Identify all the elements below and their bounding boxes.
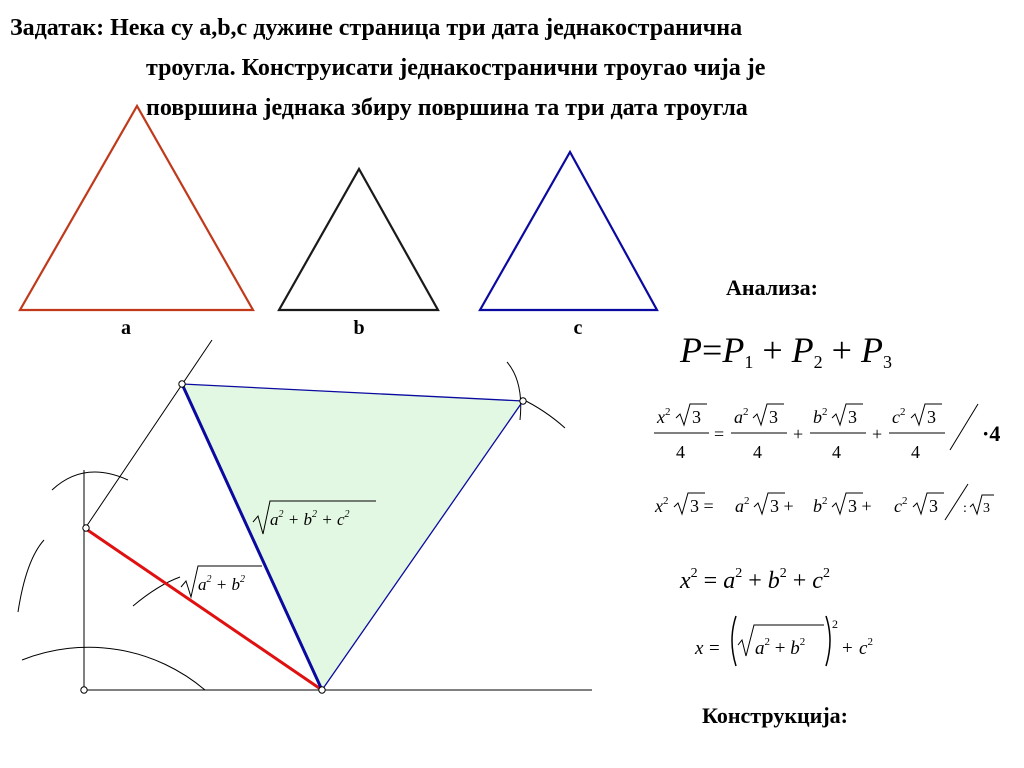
svg-text:3: 3: [692, 407, 701, 427]
svg-text:+: +: [872, 424, 883, 444]
svg-text:x: x: [695, 638, 704, 659]
svg-text:4: 4: [911, 442, 920, 462]
svg-text::: :: [963, 501, 967, 516]
construction-heading: Конструкција:: [702, 703, 848, 728]
svg-text:+: +: [793, 424, 804, 444]
svg-text:a2: $a^2$: [734, 406, 749, 427]
multiplier-label: ·4: [982, 421, 1001, 446]
auxiliary-line: [86, 340, 212, 527]
svg-text:4: 4: [753, 442, 762, 462]
svg-text:a2 + b2: $a^2 + b^2$: [198, 574, 245, 594]
svg-text:x2: $x^2$: [655, 495, 669, 516]
arc-large: [22, 647, 205, 690]
equation-x-construction: [694, 616, 873, 666]
svg-text:4: 4: [832, 442, 841, 462]
triangle-c: [480, 152, 657, 310]
analysis-heading: Анализа:: [726, 275, 818, 300]
svg-text:c2: $c^2$: [892, 406, 906, 427]
svg-text:3 =: 3 =: [690, 496, 714, 516]
triangle-a: [20, 106, 253, 310]
equation-sqrt3-form: [654, 484, 994, 520]
svg-text:c2: $c^2$: [894, 495, 908, 516]
triangle-b: [279, 169, 438, 310]
task-line-3: површина једнака збиру површина та три дата троугла: [146, 95, 748, 121]
svg-text:P=P1 + P2 + P3: P=P1 + P2 + P3: [680, 330, 892, 372]
svg-text:3 +: 3 +: [848, 496, 872, 516]
equation-fractions: [654, 404, 978, 462]
svg-text:a2: $a^2$: [735, 495, 750, 516]
svg-text:b2: $b^2$: [813, 495, 828, 516]
svg-text:3 +: 3 +: [770, 496, 794, 516]
equation-squares: [679, 566, 830, 594]
result-triangle-fill: [182, 384, 523, 690]
svg-text:x2 = a2 + b2 + c2: $x^2 = a^2 + b^2 + c^2$: [680, 566, 830, 594]
point-bottom: [319, 687, 325, 693]
task-line-1: Задатак: Нека су a,b,c дужине страница три дата једнакостранична: [10, 15, 743, 41]
point-top-right: [520, 398, 526, 404]
svg-text:=: =: [714, 424, 725, 444]
svg-text:3: 3: [769, 407, 778, 427]
svg-text:3: 3: [848, 407, 857, 427]
svg-text:x2: $x^2$: [657, 406, 671, 427]
arc-ab-label-mark: [133, 577, 180, 606]
svg-text:4: 4: [676, 442, 685, 462]
svg-text:3: 3: [929, 496, 938, 516]
svg-text:a2 + b2: $a^2 + b^2$: [755, 636, 806, 659]
point-perp: [83, 525, 89, 531]
task-line-2: троугла. Конструисати једнакостранични троугао чија је: [146, 55, 766, 81]
point-top-left: [179, 381, 185, 387]
svg-text:2: 2: [832, 617, 838, 631]
point-origin: [81, 687, 87, 693]
svg-text:=: =: [709, 638, 720, 659]
svg-text:+: +: [842, 638, 853, 659]
arc-right-lower: [520, 398, 565, 428]
svg-text:3: 3: [927, 407, 936, 427]
label-a: a: [121, 317, 131, 339]
label-c: c: [573, 317, 583, 339]
arc-left-mid: [18, 540, 44, 612]
svg-text:a2 + b2 + c2: $a^2 + b^2 + c^2$: [270, 509, 350, 529]
label-b: b: [353, 317, 365, 339]
svg-text:b2: $b^2$: [813, 406, 828, 427]
label-sqrt-ab: [181, 566, 262, 597]
svg-text:c2: $c^2$: [859, 636, 873, 659]
equation-area-sum: [679, 330, 892, 372]
svg-text:3: 3: [983, 501, 990, 516]
